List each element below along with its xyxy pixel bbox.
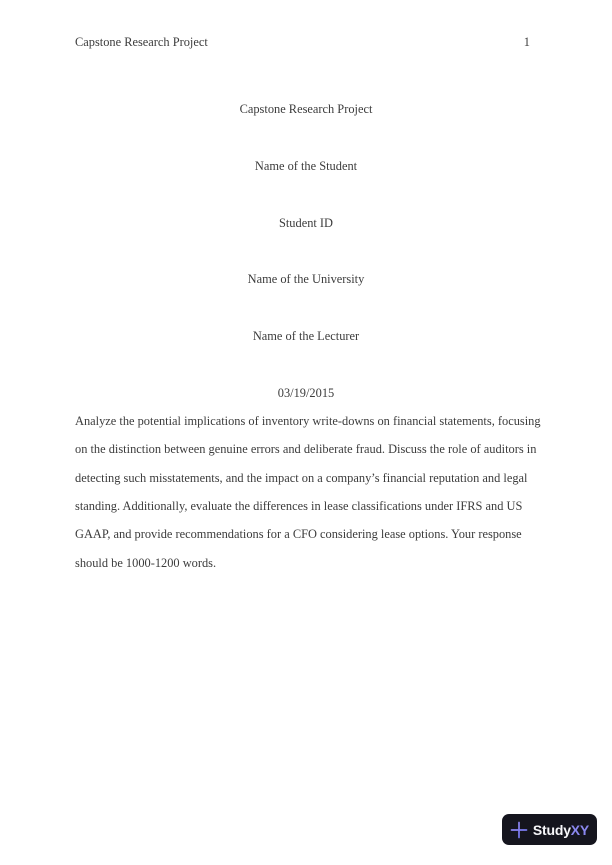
student-name-placeholder: Name of the Student <box>254 159 358 173</box>
plus-icon <box>510 821 528 839</box>
paragraph-line: standing. Additionally, evaluate the differences in lease classifications under IFRS and US <box>75 499 523 514</box>
document-date: 03/19/2015 <box>277 386 335 400</box>
paragraph-line: on the distinction between genuine errors and deliberate fraud. Discuss the role of auditors in <box>75 442 537 457</box>
brand-name-accent: XY <box>570 821 590 838</box>
student-id-placeholder: Student ID <box>278 216 334 230</box>
paragraph-line: Analyze the potential implications of inventory write-downs on financial statements, focusing <box>75 414 541 428</box>
university-name-placeholder: Name of the University <box>247 272 365 286</box>
brand-name <box>533 822 589 838</box>
paragraph-line: detecting such misstatements, and the impact on a company’s financial reputation and legal <box>75 470 528 485</box>
assignment-prompt-paragraph <box>75 407 540 577</box>
lecturer-name-placeholder: Name of the Lecturer <box>252 329 360 343</box>
running-head <box>75 36 530 48</box>
running-head-title: Capstone Research Project <box>75 35 208 49</box>
document-title: Capstone Research Project <box>239 102 373 116</box>
studyxy-watermark-badge <box>502 814 597 845</box>
brand-name-primary: Study <box>532 821 571 838</box>
paragraph-line: GAAP, and provide recommendations for a CFO considering lease options. Your response <box>75 527 522 542</box>
page-number: 1 <box>523 35 530 49</box>
paragraph-line: should be 1000-1200 words. <box>75 555 217 570</box>
